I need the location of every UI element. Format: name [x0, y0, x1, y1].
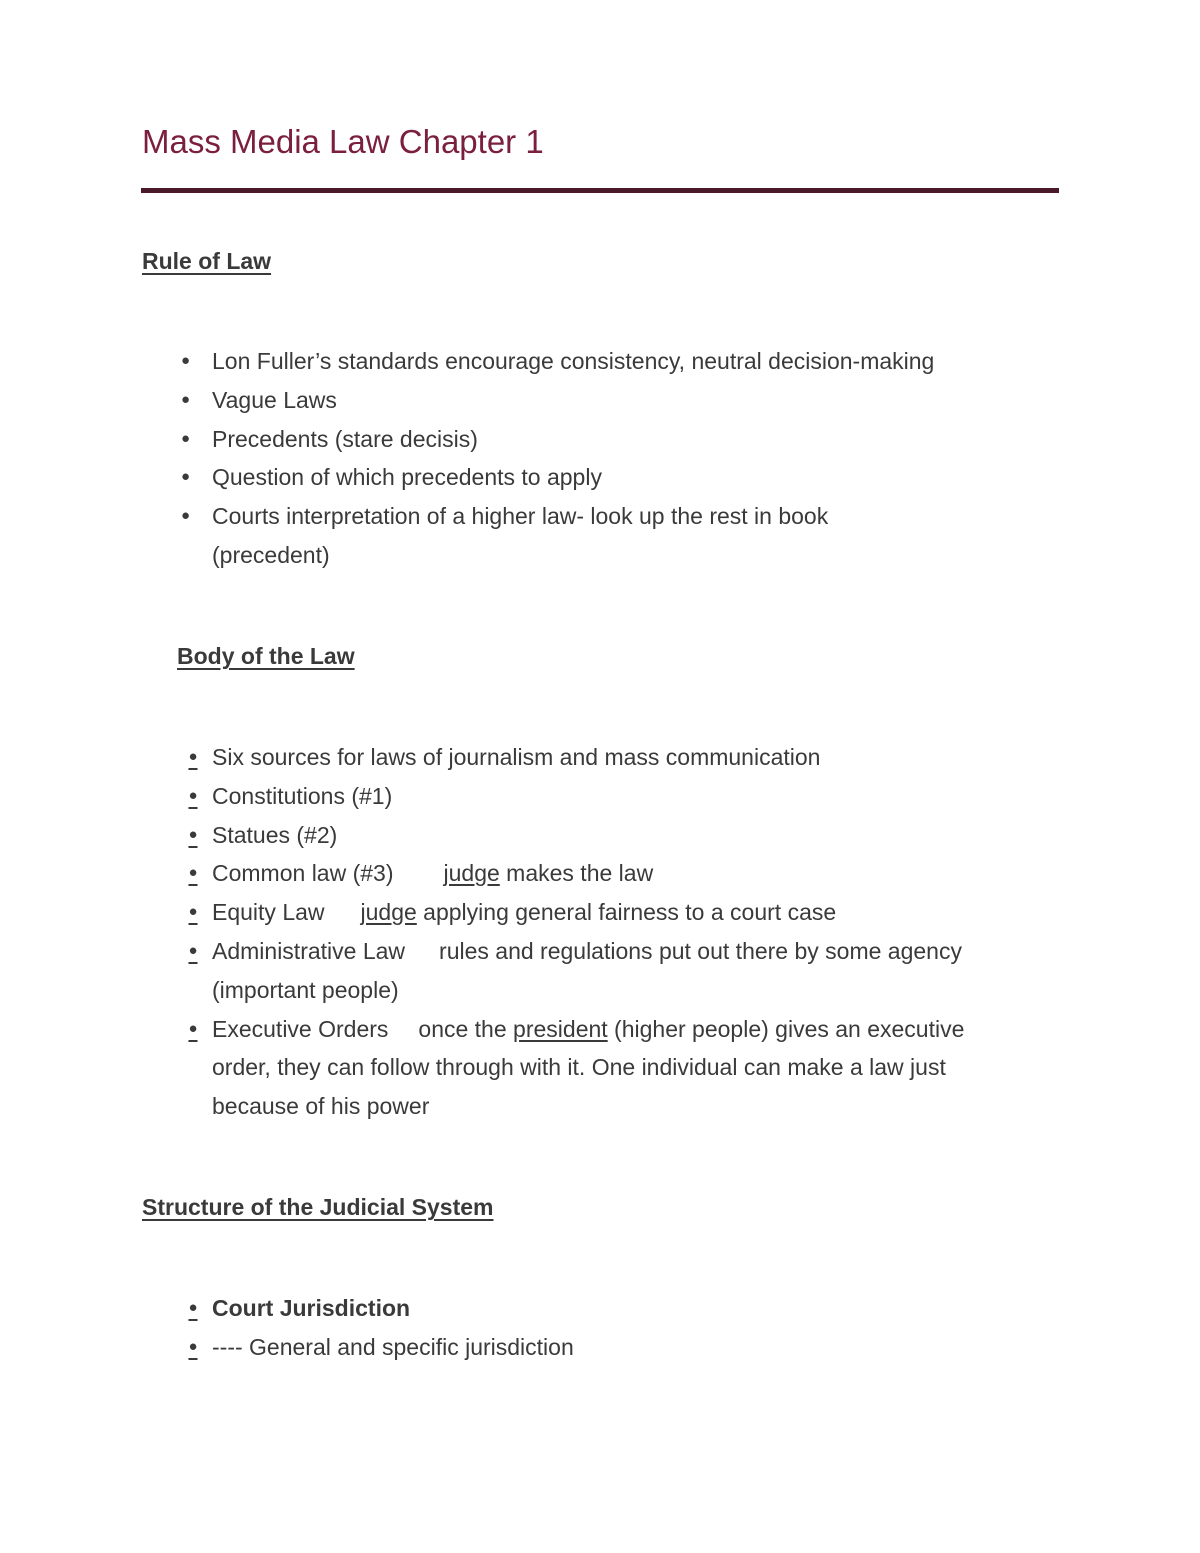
bullet-icon: ● [188, 1337, 198, 1355]
bullet-icon: ● [188, 786, 198, 804]
list-item-text: Six sources for laws of journalism and mass communication [212, 744, 821, 770]
list-item [176, 497, 942, 575]
list-item-key-term: judge [360, 899, 417, 926]
list-item-key-term: president [513, 1015, 608, 1042]
list-item-text: makes the law [499, 860, 654, 887]
list-item-term: Equity Law [212, 899, 325, 926]
bullet-icon: ● [188, 825, 198, 843]
list-item [176, 381, 1056, 420]
list-item-term: Common law (#3) [212, 860, 394, 887]
bullet-icon: ● [188, 748, 198, 765]
list-item [176, 1289, 1016, 1328]
list-item [176, 738, 1016, 777]
list-item-term: Executive Orders [212, 1015, 389, 1042]
list-item-text: Statues (#2) [212, 821, 338, 848]
list-item [176, 1328, 1016, 1367]
list-item [176, 342, 1056, 381]
bullet-icon: ● [188, 1299, 198, 1316]
judicial-system-list [176, 1289, 1016, 1367]
rule-of-law-list [176, 342, 1056, 575]
list-item-text: Question of which precedents to apply [212, 464, 602, 491]
list-item [176, 777, 1016, 816]
list-item-text: Court Jurisdiction [212, 1295, 411, 1321]
list-item [176, 420, 1056, 459]
bullet-icon: ● [188, 941, 198, 959]
list-item-text: Vague Laws [212, 386, 337, 413]
list-item [176, 816, 1016, 855]
document-title: Mass Media Law Chapter 1 [142, 123, 544, 160]
list-item-text: rules and regulations put out there by some agency (important people) [212, 937, 962, 1003]
list-item-text: ---- General and specific jurisdiction [212, 1333, 574, 1360]
bullet-icon: ● [188, 1019, 198, 1037]
list-item-text: once the [418, 1015, 514, 1042]
bullet-icon: ● [188, 864, 198, 882]
list-item-text: Courts interpretation of a higher law- look up the rest in book (precedent) [212, 503, 829, 568]
heading-rule-of-law: Rule of Law [142, 248, 272, 274]
list-item-text: (higher people) gives an executive order, they can follow through with it. One individual can make a law just because of his power [212, 1015, 965, 1120]
list-item-text: Lon Fuller’s standards encourage consistency, neutral decision-making [212, 348, 935, 374]
list-item [176, 893, 1016, 932]
list-item [176, 1010, 1022, 1126]
heading-structure-of-judicial-system: Structure of the Judicial System [142, 1194, 494, 1220]
list-item-text: Constitutions (#1) [212, 782, 393, 809]
bullet-icon: ● [181, 507, 191, 525]
list-item-text: applying general fairness to a court case [416, 899, 837, 926]
list-item [176, 854, 1016, 893]
bullet-icon: ● [181, 468, 191, 486]
list-item [176, 932, 1012, 1010]
bullet-icon: ● [181, 352, 191, 369]
title-divider [141, 188, 1059, 193]
bullet-icon: ● [181, 390, 191, 408]
list-item-key-term: judge [443, 860, 500, 887]
heading-body-of-the-law: Body of the Law [177, 643, 355, 669]
list-item-text: Precedents (stare decisis) [212, 425, 478, 452]
bullet-icon: ● [181, 429, 191, 447]
body-of-law-list [176, 738, 1016, 1126]
bullet-icon: ● [188, 903, 198, 921]
list-item-term: Administrative Law [212, 937, 406, 964]
list-item [176, 458, 1056, 497]
